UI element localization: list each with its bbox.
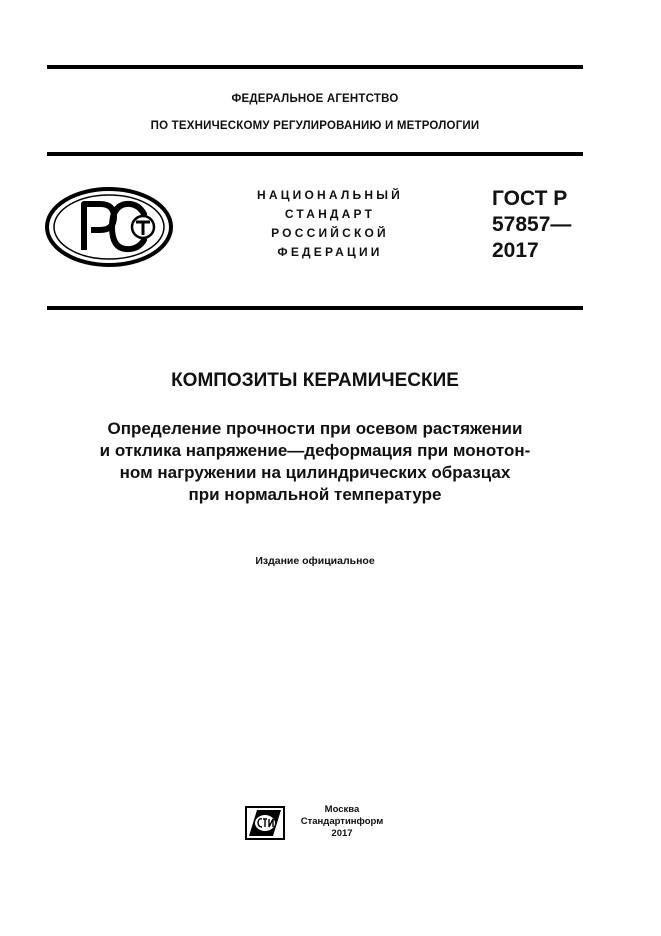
subtitle-line: и отклика напряжение—деформация при монотон-	[99, 441, 531, 460]
document-subtitle	[47, 418, 583, 506]
national-line: ФЕДЕРАЦИИ	[277, 245, 383, 259]
gost-line: ГОСТ Р	[492, 187, 568, 210]
subtitle-line: Определение прочности при осевом растяжении	[107, 419, 523, 438]
edition-label: Издание официальное	[255, 555, 375, 567]
national-standard-label	[235, 186, 425, 262]
subtitle-line: при нормальной температуре	[188, 485, 442, 504]
top-rule	[47, 65, 583, 69]
gost-designation	[492, 186, 571, 264]
standartinform-logo-icon	[245, 806, 285, 840]
gost-line: 57857—	[492, 213, 572, 236]
imprint	[292, 804, 392, 840]
document-title: КОМПОЗИТЫ КЕРАМИЧЕСКИЕ	[171, 370, 459, 391]
imprint-publisher: Стандартинформ	[300, 816, 384, 827]
national-line: НАЦИОНАЛЬНЫЙ	[256, 188, 404, 202]
imprint-year: 2017	[331, 828, 353, 839]
gost-r-logo-icon	[44, 186, 174, 268]
agency-line-2: ПО ТЕХНИЧЕСКОМУ РЕГУЛИРОВАНИЮ И МЕТРОЛОГИИ	[150, 120, 480, 132]
national-line: СТАНДАРТ	[284, 207, 376, 221]
gost-line: 2017	[492, 239, 539, 262]
subtitle-line: ном нагружении на цилиндрических образцах	[119, 463, 511, 482]
agency-line-1: ФЕДЕРАЛЬНОЕ АГЕНТСТВО	[231, 93, 399, 105]
imprint-city: Москва	[324, 804, 360, 815]
national-line: РОССИЙСКОЙ	[271, 226, 389, 240]
standard-rule	[47, 306, 583, 310]
header-rule	[47, 152, 583, 156]
